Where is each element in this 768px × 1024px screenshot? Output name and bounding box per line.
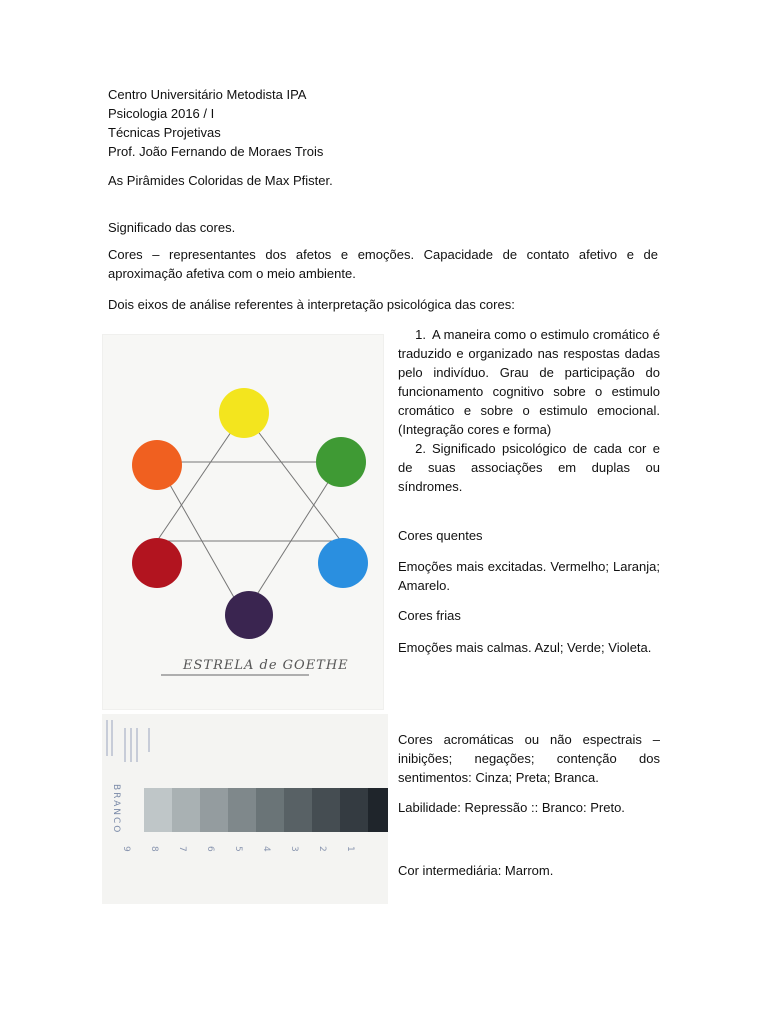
violet-circle [225,591,273,639]
scale-number: 8 [149,846,159,852]
lability-line: Labilidade: Repressão :: Branco: Preto. [398,800,625,815]
warm-colors-label: Cores quentes [398,528,483,543]
list-text: A maneira como o estimulo cromático é traduzido e organizado nas respostas dadas pelo indivíduo. Grau de participação do funcionamento cognitivo sobre o estimulo cromático e sobre o estimulo emocional. (Integração cores e forma) [398,327,660,437]
goethe-star-figure [102,334,384,710]
cold-colors-desc: Emoções mais calmas. Azul; Verde; Violeta. [398,640,652,655]
intermediate-color: Cor intermediária: Marrom. [398,863,554,878]
scale-number: 5 [233,846,243,852]
list-number: 2. [415,441,426,456]
goethe-star-drawing [103,335,385,711]
course-line: Psicologia 2016 / I [108,106,215,121]
section-title: Significado das cores. [108,220,236,235]
intro-paragraph: Cores – representantes dos afetos e emoções. Capacidade de contato afetivo e de aproximação afetiva com o meio ambiente. [108,247,658,281]
warm-colors-desc: Emoções mais excitadas. Vermelho; Laranja; Amarelo. [398,559,660,593]
blue-circle [318,538,368,588]
list-number: 1. [415,327,426,342]
list-item [398,325,660,439]
subject-line: Técnicas Projetivas [108,125,221,140]
axes-heading: Dois eixos de análise referentes à interpretação psicológica das cores: [108,297,515,312]
goethe-caption: ESTRELA de GOETHE [183,658,349,673]
institution-name: Centro Universitário Metodista IPA [108,87,307,102]
grey-shade-swatch [172,788,200,832]
scale-number: 7 [177,846,187,852]
grey-shade-swatch [256,788,284,832]
scale-number: 1 [345,846,355,852]
scale-number: 3 [289,846,299,852]
grey-shade-swatch [284,788,312,832]
scale-number: 6 [205,846,215,852]
orange-circle [132,440,182,490]
professor-line: Prof. João Fernando de Moraes Trois [108,144,324,159]
green-circle [316,437,366,487]
grey-shade-swatch [200,788,228,832]
scale-numbers [121,846,355,852]
scale-number: 9 [121,846,131,852]
grey-shade-swatch [368,788,388,832]
analysis-list [398,325,660,496]
achromatic-colors: Cores acromáticas ou não espectrais – inibições; negações; contenção dos sentimentos: Cinza; Preta; Branca. [398,732,660,785]
cold-colors-label: Cores frias [398,608,461,623]
scale-number: 2 [317,846,327,852]
grey-shade-swatch [340,788,368,832]
list-text: Significado psicológico de cada cor e de suas associações em duplas ou síndromes. [398,441,660,494]
grey-shade-swatch [312,788,340,832]
list-item [398,439,660,496]
scale-number: 4 [261,846,271,852]
grey-scale-figure [102,714,388,904]
white-label: BRANCO [111,784,121,835]
yellow-circle [219,388,269,438]
grey-shade-swatch [144,788,172,832]
handwritten-notes [106,720,150,762]
red-circle [132,538,182,588]
grey-shade-swatch [228,788,256,832]
grey-scale-drawing [102,714,388,904]
grey-shades [144,788,388,832]
document-title: As Pirâmides Coloridas de Max Pfister. [108,173,333,188]
